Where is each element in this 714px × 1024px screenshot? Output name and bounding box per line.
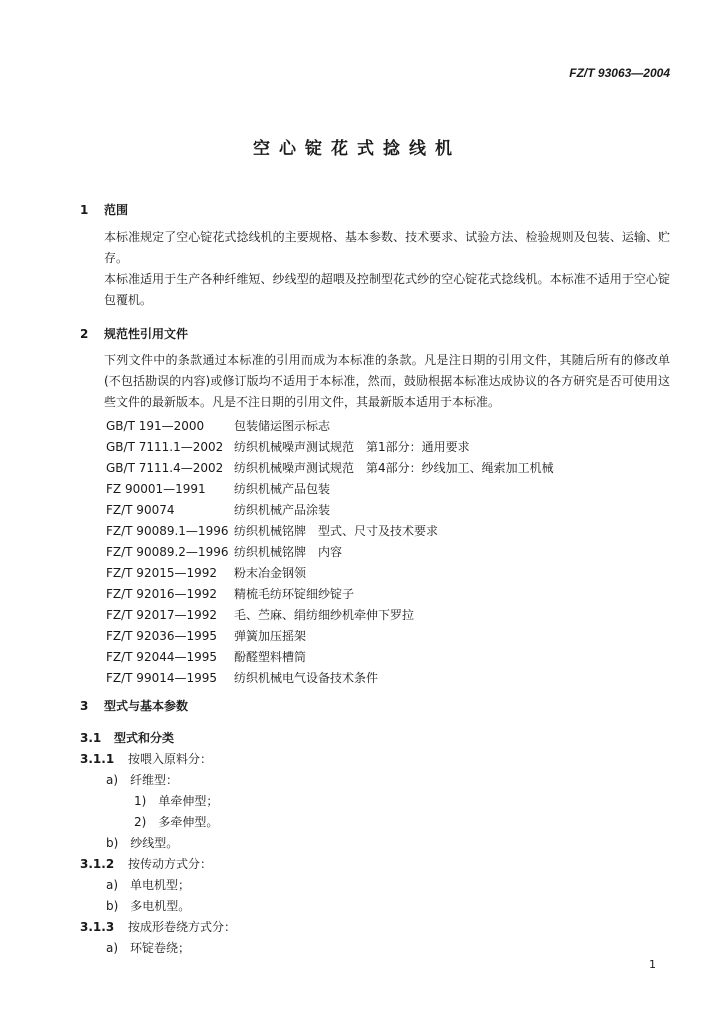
section-title: 范围 (104, 203, 129, 217)
section-title: 型式与基本参数 (104, 699, 189, 713)
reference-item (106, 627, 306, 644)
reference-title: 纺织机械产品包装 (234, 482, 331, 496)
reference-title: 酚醛塑料槽筒 (234, 650, 307, 664)
clause-number: 3.1.1 (80, 752, 115, 766)
list-item-a: a) 环锭卷绕； (106, 941, 191, 955)
clause-3-1-3 (80, 918, 236, 935)
reference-title: 精梳毛纺环锭细纱锭子 (234, 587, 355, 601)
list-item-2: 2) 多牵伸型。 (134, 815, 219, 829)
reference-title: 纺织机械铭牌 型式、尺寸及技术要求 (234, 524, 439, 538)
reference-title: 纺织机械噪声测试规范 第1部分：通用要求 (234, 440, 470, 454)
section-1-paragraph-2 (80, 269, 670, 311)
subsection-title: 型式和分类 (114, 731, 175, 745)
section-number: 2 (80, 327, 89, 341)
section-2-paragraph-1 (80, 350, 670, 413)
section-3-heading (80, 697, 188, 714)
reference-code: FZ/T 92036—1995 (106, 629, 218, 643)
reference-code: FZ 90001—1991 (106, 482, 206, 496)
reference-title: 毛、苎麻、绢纺细纱机牵伸下罗拉 (234, 608, 415, 622)
reference-code: FZ/T 92017—1992 (106, 608, 218, 622)
reference-code: FZ/T 99014—1995 (106, 671, 218, 685)
paragraph-text: 本标准适用于生产各种纤维短、纱线型的超喂及控制型花式纱的空心锭花式捻线机。本标准不适用于空心锭包覆机。 (104, 272, 670, 307)
clause-number: 3.1.2 (80, 857, 115, 871)
reference-item (106, 564, 306, 581)
reference-code: FZ/T 92015—1992 (106, 566, 218, 580)
list-item-b: b) 纱线型。 (106, 836, 179, 850)
section-title: 规范性引用文件 (104, 327, 189, 341)
subsection-number: 3.1 (80, 731, 102, 745)
reference-item (106, 480, 330, 497)
reference-code: GB/T 7111.1—2002 (106, 440, 224, 454)
reference-title: 粉末冶金钢领 (234, 566, 307, 580)
list-item-1: 1) 单牵伸型； (134, 794, 219, 808)
reference-item (106, 417, 330, 434)
reference-title: 弹簧加压摇架 (234, 629, 307, 643)
reference-title: 纺织机械产品涂装 (234, 503, 331, 517)
reference-code: FZ/T 90089.2—1996 (106, 545, 229, 559)
reference-item (106, 501, 330, 518)
paragraph-text: 下列文件中的条款通过本标准的引用而成为本标准的条款。凡是注日期的引用文件，其随后所有的修改单(不包括勘误的内容)或修订版均不适用于本标准，然而，鼓励根据本标准达成协议的各方研究是否可使用这些文件的最新版本。凡是不注日期的引用文件，其最新版本适用于本标准。 (104, 353, 670, 409)
clause-3-1-2 (80, 855, 212, 872)
clause-number: 3.1.3 (80, 920, 115, 934)
reference-item (106, 585, 354, 602)
reference-item (106, 606, 414, 623)
reference-code: FZ/T 90074 (106, 503, 175, 517)
subsection-3-1-heading (80, 729, 174, 746)
reference-item (106, 648, 306, 665)
reference-title: 纺织机械噪声测试规范 第4部分：纱线加工、绳索加工机械 (234, 461, 554, 475)
clause-text: 按成形卷绕方式分： (128, 920, 237, 934)
reference-code: GB/T 7111.4—2002 (106, 461, 224, 475)
page-number: 1 (649, 958, 656, 971)
reference-item (106, 522, 438, 539)
reference-code: GB/T 191—2000 (106, 419, 205, 433)
reference-item (106, 459, 554, 476)
clause-text: 按喂入原料分： (128, 752, 213, 766)
document-title: 空心锭花式捻线机 (253, 139, 461, 159)
section-2-heading (80, 325, 188, 342)
reference-code: FZ/T 92016—1992 (106, 587, 218, 601)
section-number: 1 (80, 203, 89, 217)
paragraph-text: 本标准规定了空心锭花式捻线机的主要规格、基本参数、技术要求、试验方法、检验规则及包装、运输、贮存。 (104, 230, 670, 265)
clause-3-1-1 (80, 750, 212, 767)
reference-title: 包装储运图示标志 (234, 419, 331, 433)
reference-code: FZ/T 92044—1995 (106, 650, 218, 664)
standard-code: FZ/T 93063—2004 (569, 66, 670, 80)
section-number: 3 (80, 699, 89, 713)
section-1-heading (80, 201, 128, 218)
clause-text: 按传动方式分： (128, 857, 213, 871)
list-item-a: a) 纤维型： (106, 773, 179, 787)
reference-item (106, 438, 470, 455)
reference-title: 纺织机械铭牌 内容 (234, 545, 343, 559)
list-item-a: a) 单电机型； (106, 878, 191, 892)
section-1-paragraph-1 (80, 227, 670, 269)
reference-title: 纺织机械电气设备技术条件 (234, 671, 379, 685)
reference-item (106, 669, 378, 686)
reference-item (106, 543, 342, 560)
reference-code: FZ/T 90089.1—1996 (106, 524, 229, 538)
list-item-b: b) 多电机型。 (106, 899, 191, 913)
